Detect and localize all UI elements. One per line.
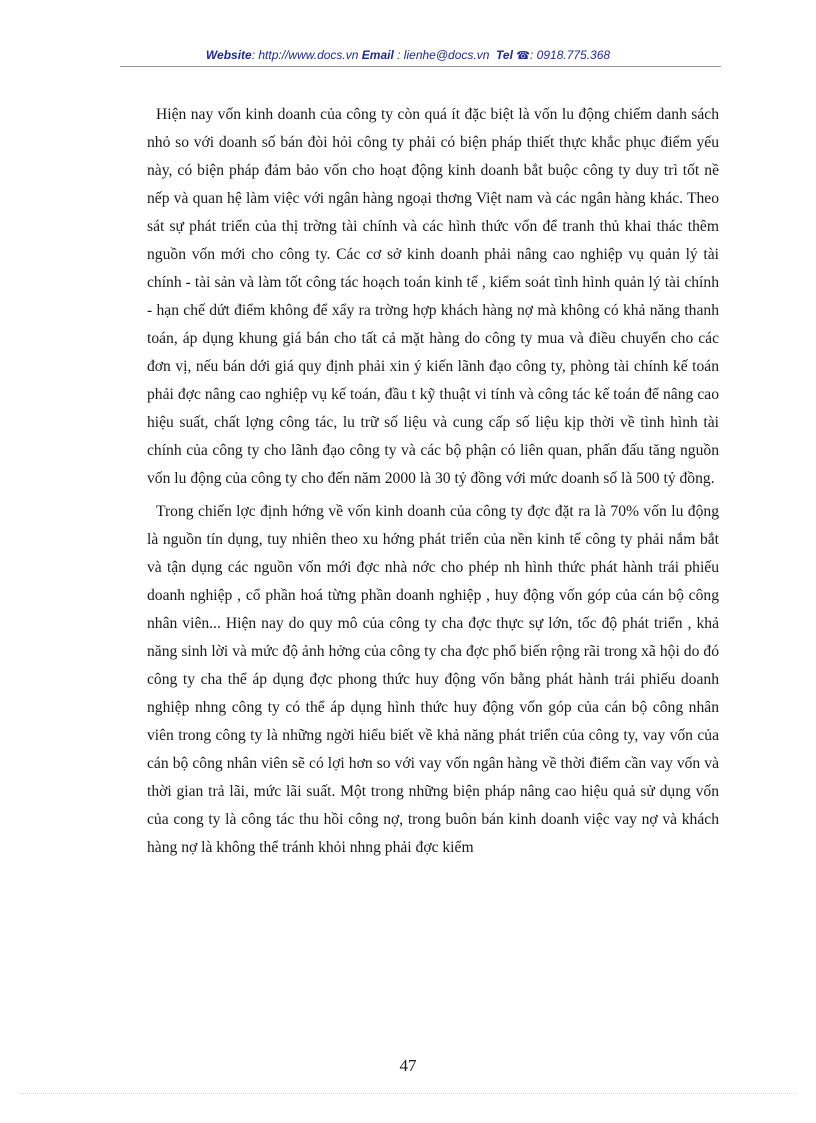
tel-value: : 0918.775.368 xyxy=(530,48,611,62)
telephone-icon: ☎ xyxy=(516,50,530,62)
footer-divider xyxy=(20,1093,796,1094)
email-label: Email xyxy=(361,48,394,62)
page-number: 47 xyxy=(399,1056,417,1075)
header-divider xyxy=(120,66,721,67)
website-label: Website xyxy=(205,48,252,62)
website-value: : http://www.docs.vn xyxy=(251,48,359,62)
email-value: : lienhe@docs.vn xyxy=(397,48,490,62)
paragraph: Trong chiến lợc định hớng về vốn kinh doanh của công ty đợc đặt ra là 70% vốn lu động là nguồn tín dụng, tuy nhiên theo xu hớng phát triển của nền kinh tế công ty phải nắm bắt và tận dụng các nguồn vốn mới đợc nhà nớc cho phép nh hình thức phát hành trái phiếu doanh nghiệp , cổ phần hoá từng phần doanh nghiệp , huy động vốn góp của cán bộ công nhân viên... Hiện nay do quy mô của công ty cha đợc thực sự lớn, tốc độ phát triển , khả năng sinh lời và mức độ ảnh hởng của công ty cha đợc phổ biến rộng rãi trong xã hội do đó công ty cha thể áp dụng đợc phong thức huy động vốn bằng phát hành trái phiếu doanh nghiệp nhng công ty có thể áp dụng hình thức huy động vốn góp của cán bộ công nhân viên trong công ty là những ngời hiểu biết về khả năng phát triển của công ty, vay vốn của cán bộ công nhân viên sẽ có lợi hơn so với vay vốn ngân hàng về thời điểm cần vay vốn và thời gian trả lãi, mức lãi suất. Một trong những biện pháp nâng cao hiệu quả sử dụng vốn của cong ty là công tác thu hồi công nợ, trong buôn bán kinh doanh việc vay nợ và khách hàng nợ là không thể tránh khỏi nhng phải đợc kiểm xyxy=(147,503,719,856)
paragraph: Hiện nay vốn kinh doanh của công ty còn quá ít đặc biệt là vốn lu động chiếm danh sách nhỏ so với doanh số bán đòi hỏi công ty phải có biện pháp thiết thực khắc phục điểm yếu này, có biện pháp đảm bảo vốn cho hoạt động kinh doanh bắt buộc công ty duy trì tốt nề nếp và quan hệ làm việc với ngân hàng ngoại thơng Việt nam và các ngân hàng khác. Theo sát sự phát triển của thị trờng tài chính và các hình thức vốn để tranh thủ khai thác thêm nguồn vốn mới cho công ty. Các cơ sở kinh doanh phải nâng cao nghiệp vụ quản lý tài chính - tài sản và làm tốt công tác hoạch toán kinh tế , kiểm soát tình hình quản lý tài chính - hạn chế dứt điểm không để xẩy ra trờng hợp khách hàng nợ mà không có khả năng thanh toán, áp dụng khung giá bán cho tất cả mặt hàng do công ty mua và điều chuyển cho các đơn vị, nếu bán dới giá quy định phải xin ý kiến lãnh đạo công ty, phòng tài chính kế toán phải đợc nâng cao nghiệp vụ kế toán, đầu t kỹ thuật vi tính và công tác kế toán để nâng cao hiệu suất, chất lợng công tác, lu trữ số liệu và cung cấp số liệu kịp thời về tình hình tài chính của công ty cho lãnh đạo công ty và các bộ phận có liên quan, phấn đấu tăng nguồn vốn lu động của công ty cho đến năm 2000 là 30 tỷ đồng với mức doanh số là 500 tỷ đồng. xyxy=(147,106,719,487)
document-body xyxy=(147,101,719,867)
tel-label: Tel xyxy=(496,48,513,62)
page-header xyxy=(0,48,816,62)
